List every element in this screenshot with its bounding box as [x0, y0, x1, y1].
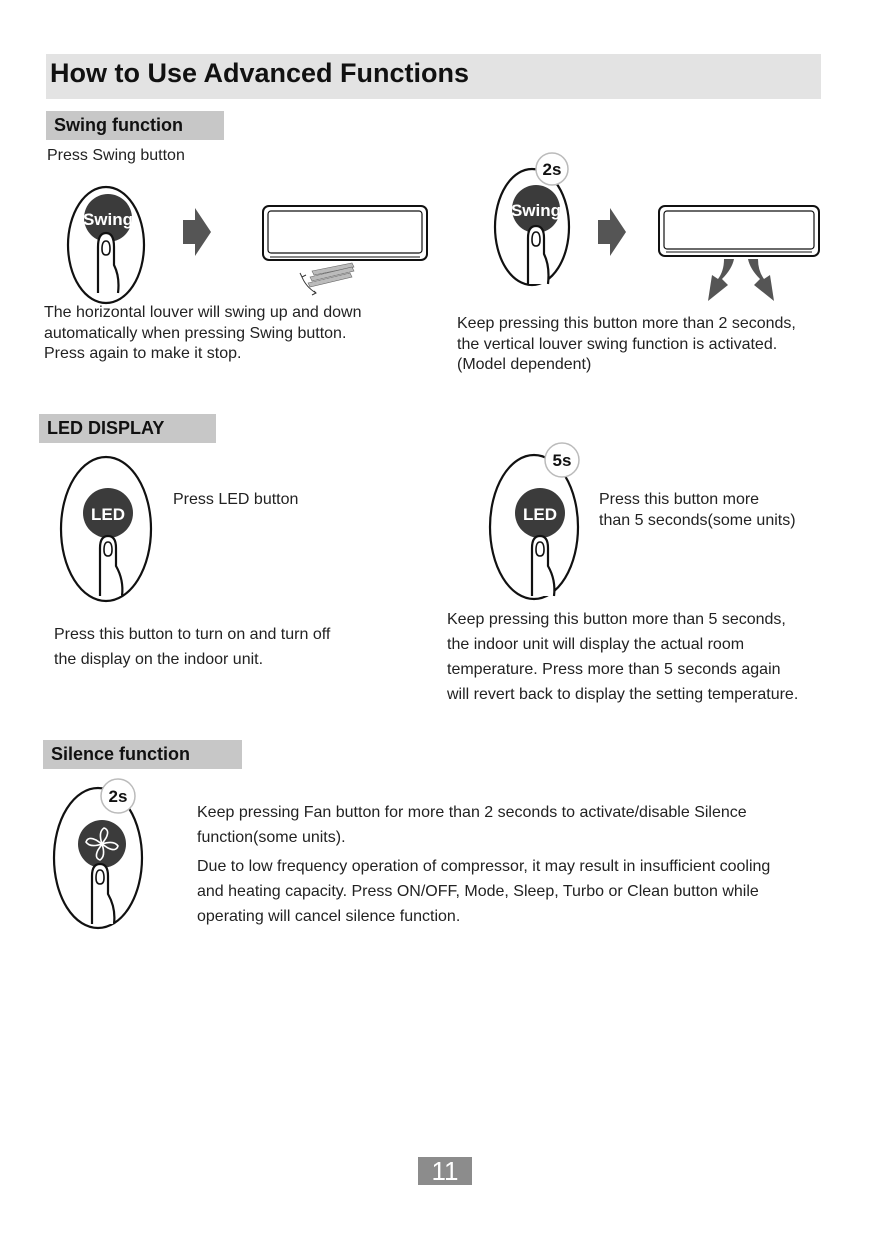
- led-button-label: LED: [91, 505, 125, 524]
- indoor-unit-vertical-swing-icon: [658, 205, 826, 305]
- swing-button-label: Swing: [82, 210, 134, 229]
- swing-section-heading: Swing function: [46, 111, 224, 140]
- led-section-heading: LED DISPLAY: [39, 414, 216, 443]
- swing-hold-button-label: Swing: [510, 201, 562, 220]
- swing-right-description: Keep pressing this button more than 2 seconds, the vertical louver swing function is activated. (Model dependent): [457, 315, 796, 373]
- silence-description: Keep pressing Fan button for more than 2 seconds to activate/disable Silence function(some units). Due to low frequency operation of compressor, it may result in insufficient cooling and heating capacity. Press ON/OFF, Mode, Sleep, Turbo or Clean button while operating will cancel silence function.: [197, 804, 771, 925]
- led-right-description: Keep pressing this button more than 5 seconds, the indoor unit will display the actual room temperature. Press more than 5 seconds again will revert back to display the setting temperature.: [447, 611, 799, 703]
- arrow-right-icon: [598, 208, 626, 256]
- swing-intro: Press Swing button: [47, 147, 185, 164]
- silence-section-heading: Silence function: [43, 740, 242, 769]
- led-left-caption: Press LED button: [173, 491, 299, 508]
- hand-press-swing-icon: [62, 185, 152, 310]
- page-title: How to Use Advanced Functions: [50, 58, 470, 88]
- led-left-description: Press this button to turn on and turn off the display on the indoor unit.: [54, 626, 331, 668]
- hand-press-fan-hold-icon: [52, 778, 152, 930]
- silence-hold-badge: 2s: [108, 787, 128, 806]
- hand-press-led-icon: [58, 456, 158, 606]
- indoor-unit-horizontal-swing-icon: [262, 205, 430, 300]
- led-hold-badge: 5s: [552, 451, 572, 470]
- swing-left-description: The horizontal louver will swing up and down automatically when pressing Swing button. Press again to make it stop.: [44, 304, 362, 362]
- swing-hold-badge: 2s: [542, 160, 562, 179]
- hand-press-swing-hold-icon: [490, 152, 590, 292]
- led-right-caption: Press this button more than 5 seconds(some units): [599, 491, 796, 529]
- hand-press-led-hold-icon: [488, 442, 588, 602]
- arrow-right-icon: [183, 208, 211, 256]
- led-hold-button-label: LED: [523, 505, 557, 524]
- page-number: 11: [418, 1157, 472, 1185]
